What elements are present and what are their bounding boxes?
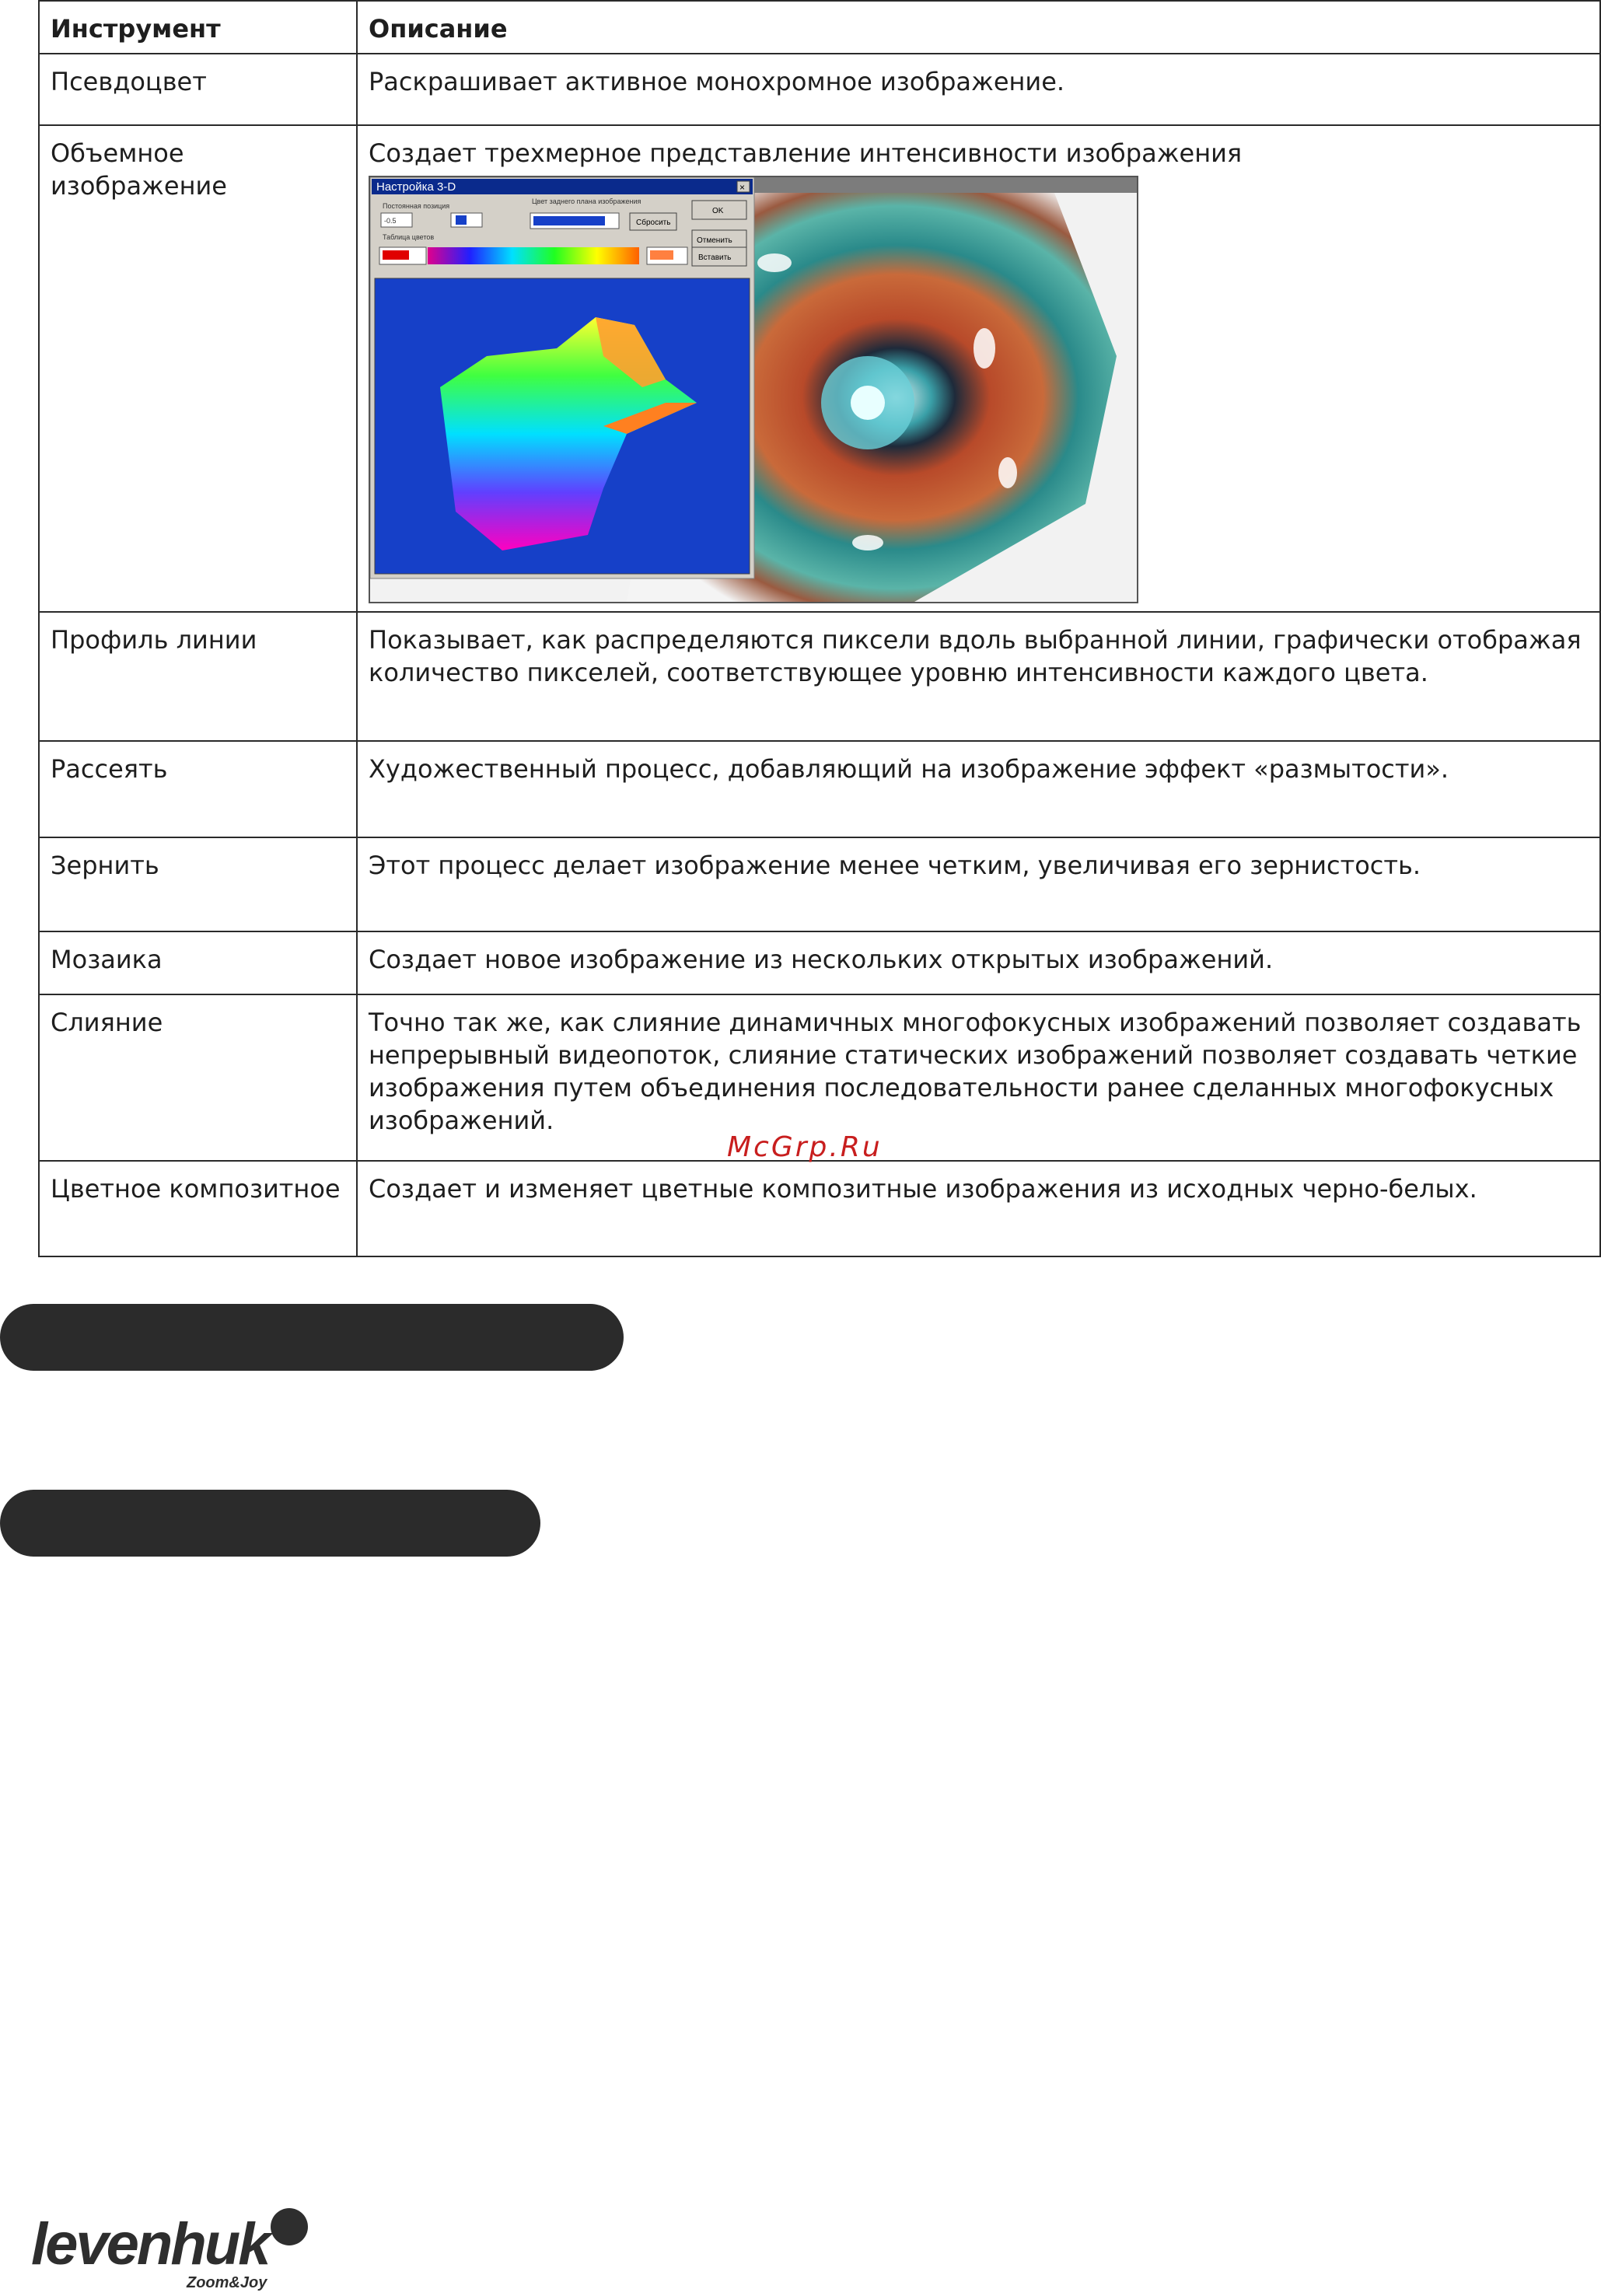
watermark: McGrp.Ru xyxy=(727,1131,883,1163)
constant-position-label: Постоянная позиция xyxy=(383,202,450,210)
tool-description xyxy=(357,125,1600,612)
3d-screenshot-graphic xyxy=(370,177,1137,602)
dialog-title: Настройка 3-D xyxy=(376,180,456,194)
section-heading-bar-2 xyxy=(0,1490,540,1557)
tool-description: Раскрашивает активное монохромное изображение. xyxy=(357,54,1600,125)
levenhuk-logo xyxy=(31,2200,311,2294)
logo-dot xyxy=(271,2208,308,2245)
table-row xyxy=(39,741,1600,837)
ok-button-label: OK xyxy=(712,207,724,215)
tool-description: Этот процесс делает изображение менее четким, увеличивая его зернистость. xyxy=(357,837,1600,931)
tool-name: Слияние xyxy=(39,994,357,1161)
tool-name: Профиль линии xyxy=(39,612,357,741)
3d-screenshot xyxy=(369,176,1138,603)
tool-name: Цветное композитное xyxy=(39,1161,357,1256)
reset-button-label: Сбросить xyxy=(636,218,671,227)
table-header-row xyxy=(39,1,1600,54)
tool-name: Объемное изображение xyxy=(39,125,357,612)
constant-position-value: -0.5 xyxy=(384,217,397,225)
tool-name: Мозаика xyxy=(39,931,357,994)
close-glyph: × xyxy=(739,182,746,193)
tool-name: Зернить xyxy=(39,837,357,931)
section-heading-bar-1 xyxy=(0,1304,624,1371)
tool-description-text: Создает трехмерное представление интенсивности изображения xyxy=(369,138,1243,168)
tool-description: Создает и изменяет цветные композитные изображения из исходных черно-белых. xyxy=(357,1161,1600,1256)
table-row xyxy=(39,612,1600,741)
logo-wordmark: levenhuk xyxy=(31,2211,269,2277)
insert-button-label: Вставить xyxy=(698,253,732,262)
tool-description: Показывает, как распределяются пиксели вдоль выбранной линии, графически отображая количество пикселей, соответствующее уровню интенсивности каждого цвета. xyxy=(357,612,1600,741)
table-row xyxy=(39,125,1600,612)
logo-tagline: Zoom&Joy xyxy=(187,2274,267,2291)
tool-name: Рассеять xyxy=(39,741,357,837)
header-tool: Инструмент xyxy=(39,1,357,54)
color-spectrum xyxy=(428,247,639,264)
tools-table xyxy=(38,0,1601,1257)
table-row xyxy=(39,837,1600,931)
table-row xyxy=(39,54,1600,125)
background-color-label: Цвет заднего плана изображения xyxy=(532,197,641,205)
table-row xyxy=(39,1161,1600,1256)
color-table-label: Таблица цветов xyxy=(383,233,435,241)
header-description: Описание xyxy=(357,1,1600,54)
tool-name: Псевдоцвет xyxy=(39,54,357,125)
cancel-button-label: Отменить xyxy=(697,236,732,245)
tool-description: Художественный процесс, добавляющий на изображение эффект «размытости». xyxy=(357,741,1600,837)
table-row xyxy=(39,931,1600,994)
tool-description: Точно так же, как слияние динамичных многофокусных изображений позволяет создавать непрерывный видеопоток, слияние статических изображений позволяет создавать четкие изображения путем объединения последовательности ранее сделанных многофокусных изображений. xyxy=(357,994,1600,1161)
tool-description: Создает новое изображение из нескольких открытых изображений. xyxy=(357,931,1600,994)
